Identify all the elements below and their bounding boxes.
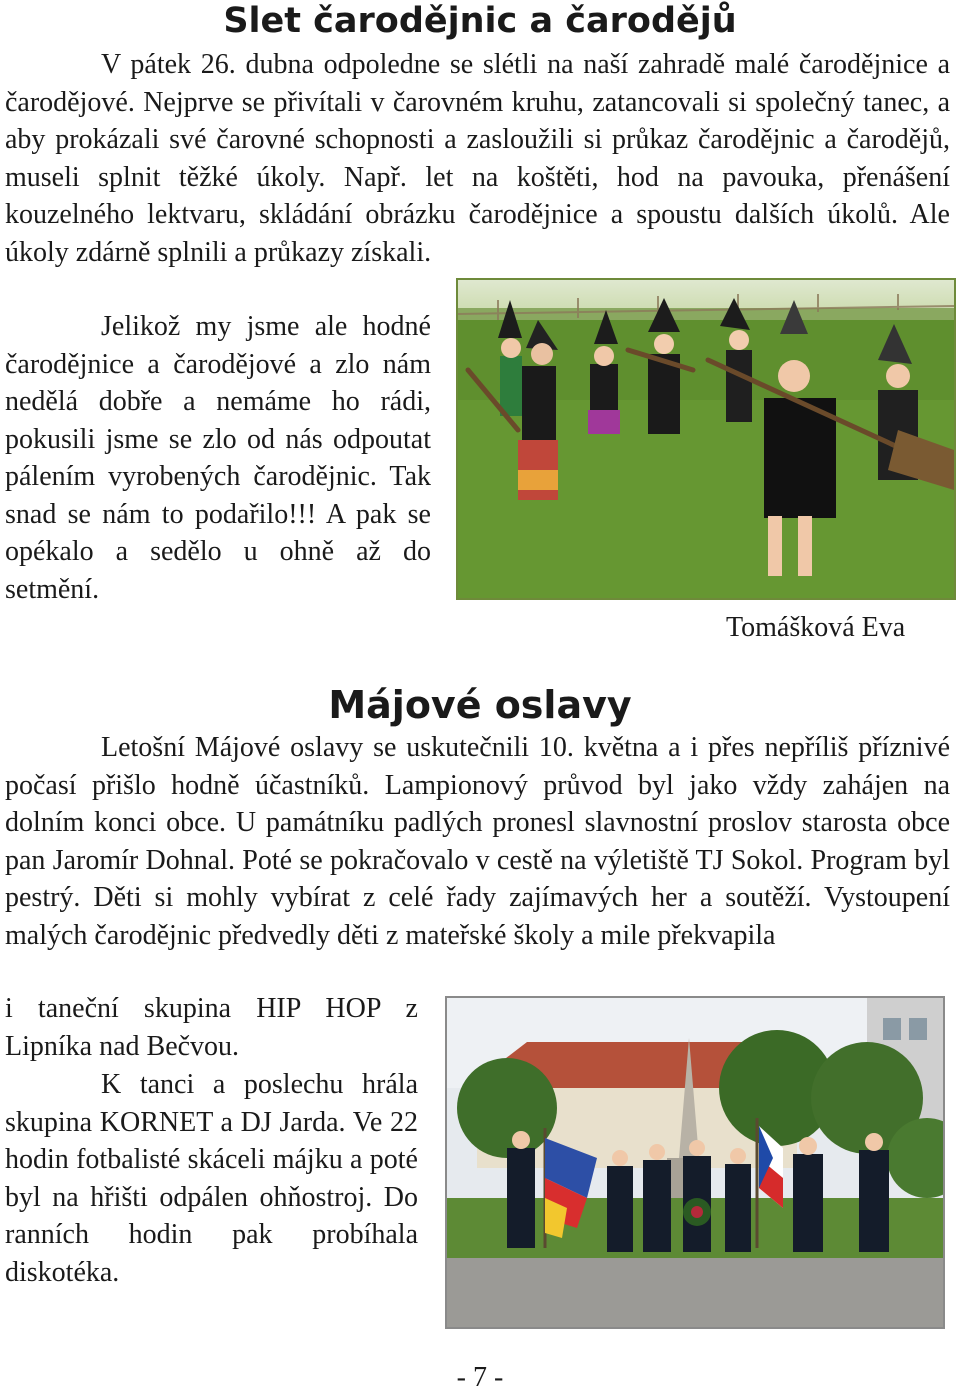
article-may-paragraph-1: Letošní Májové oslavy se uskutečnili 10. května a i přes nepříliš příznivé počasí přišlo hodně účastníků. Lampionový průvod byl jako vždy zahájen na dolním konci obce. U památníku padlých pronesl slavnostní proslov starosta obce pan Jaromír Dohnal. Poté se pokračovalo v cestě na výletiště TJ Sokol. Program byl pestrý. Děti si mohly vybírat z celé řady zajímavých her a soutěží. Vystoupení malých čarodějnic předvedly děti z mateřské školy a mile překvapila (5, 732, 950, 951)
article-may-paragraph-3: K tanci a poslechu hrála skupina KORNET a DJ Jarda. Ve 22 hodin fotbalisté skáceli májku a poté byl na hřišti odpálen ohňostroj. Do ranních hodin pak probíhala diskotéka. (5, 1069, 418, 1288)
article-author: Tomášková Eva (726, 612, 906, 643)
article-title-witches: Slet čarodějnic a čarodějů (223, 1, 737, 41)
photo-memorial-ceremony-icon (445, 996, 945, 1329)
article-may-paragraph-2: i taneční skupina HIP HOP z Lipníka nad Bečvou. (5, 993, 418, 1062)
photo-children-witches-icon (456, 278, 956, 600)
page-number: - 7 - (456, 1362, 504, 1393)
article-witches-paragraph-1: V pátek 26. dubna odpoledne se slétli na naší zahradě malé čarodějnice a čarodějové. Nejprve se přivítali v čarovném kruhu, zatancovali si společný tanec, a aby prokázali své čarovné schopnosti a zasloužili si průkaz čarodějnic a čarodějů, museli splnit těžké úkoly. Např. let na koštěti, hod na pavouka, přenášení kouzelného lektvaru, skládání obrázku čarodějnice a spoustu dalších úkolů. Ale úkoly zdárně splnili a průkazy získali. (5, 49, 950, 268)
article-witches-paragraph-2: Jelikož my jsme ale hodné čarodějnice a čarodějové a zlo nám nedělá dobře a nemáme ho rádi, pokusili jsme se zlo od nás odpoutat pálením vyrobených čarodějnic. Tak snad se nám to podařilo!!! A pak se opékalo a sedělo u ohně až do setmění. (5, 311, 431, 605)
article-title-may-celebrations: Májové oslavy (328, 683, 632, 727)
